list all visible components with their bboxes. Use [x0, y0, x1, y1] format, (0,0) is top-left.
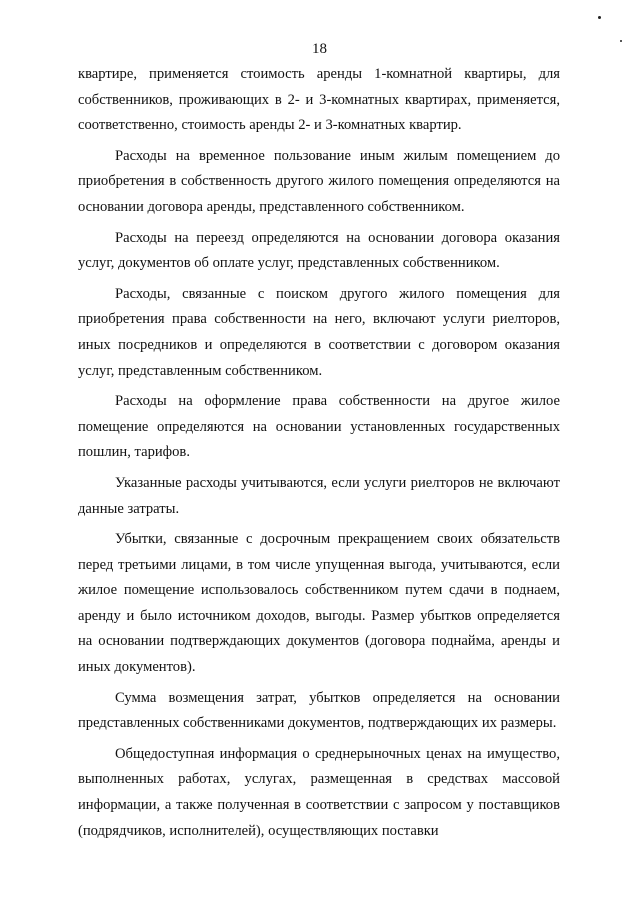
paragraph-continuation: квартире, применяется стоимость аренды 1-комнатной квартиры, для собственников, проживающих в 2- и 3-комнатных квартирах, применяется, соответственно, стоимость аренды 2- и 3-комнатных квартир. [78, 66, 560, 134]
scan-speck [598, 16, 601, 19]
paragraph-realtor-note: Указанные расходы учитываются, если услуги риелторов не включают данные затраты. [78, 474, 560, 517]
paragraph-temporary-housing: Расходы на временное пользование иным жилым помещением до приобретения в собственность другого жилого помещения определяются на основании договора аренды, представленного собственником. [78, 147, 560, 215]
paragraph-losses: Убытки, связанные с досрочным прекращением своих обязательств перед третьими лицами, в том числе упущенная выгода, учитываются, если жилое помещение использовалось собственником путем сдачи в поднаем, аренду и было источником доходов, выгоды. Размер убытков определяется на основании подтверждающих документов (договора поднайма, аренды и иных документов). [78, 531, 560, 676]
paragraph-market-prices: Общедоступная информация о среднерыночных ценах на имущество, выполненных работах, услугах, размещенная в средствах массовой информации, а также полученная в соответствии с запросом у поставщиков (подрядчиков, исполнителей), осуществляющих поставки [78, 745, 560, 839]
paragraph-compensation-amount: Сумма возмещения затрат, убытков определяется на основании представленных собственниками документов, подтверждающих их размеры. [78, 689, 560, 732]
paragraph-moving-costs: Расходы на переезд определяются на основании договора оказания услуг, документов об оплате услуг, представленных собственником. [78, 229, 560, 272]
paragraph-ownership-registration: Расходы на оформление права собственности на другое жилое помещение определяются на основании установленных государственных пошлин, тарифов. [78, 393, 560, 461]
page-number: 18 [312, 41, 327, 57]
scan-speck [620, 40, 622, 42]
document-body [78, 62, 560, 849]
paragraph-search-costs: Расходы, связанные с поиском другого жилого помещения для приобретения права собственности на него, включают услуги риелторов, иных посредников и определяются в соответствии с договором оказания услуг, представленным собственником. [78, 285, 560, 379]
